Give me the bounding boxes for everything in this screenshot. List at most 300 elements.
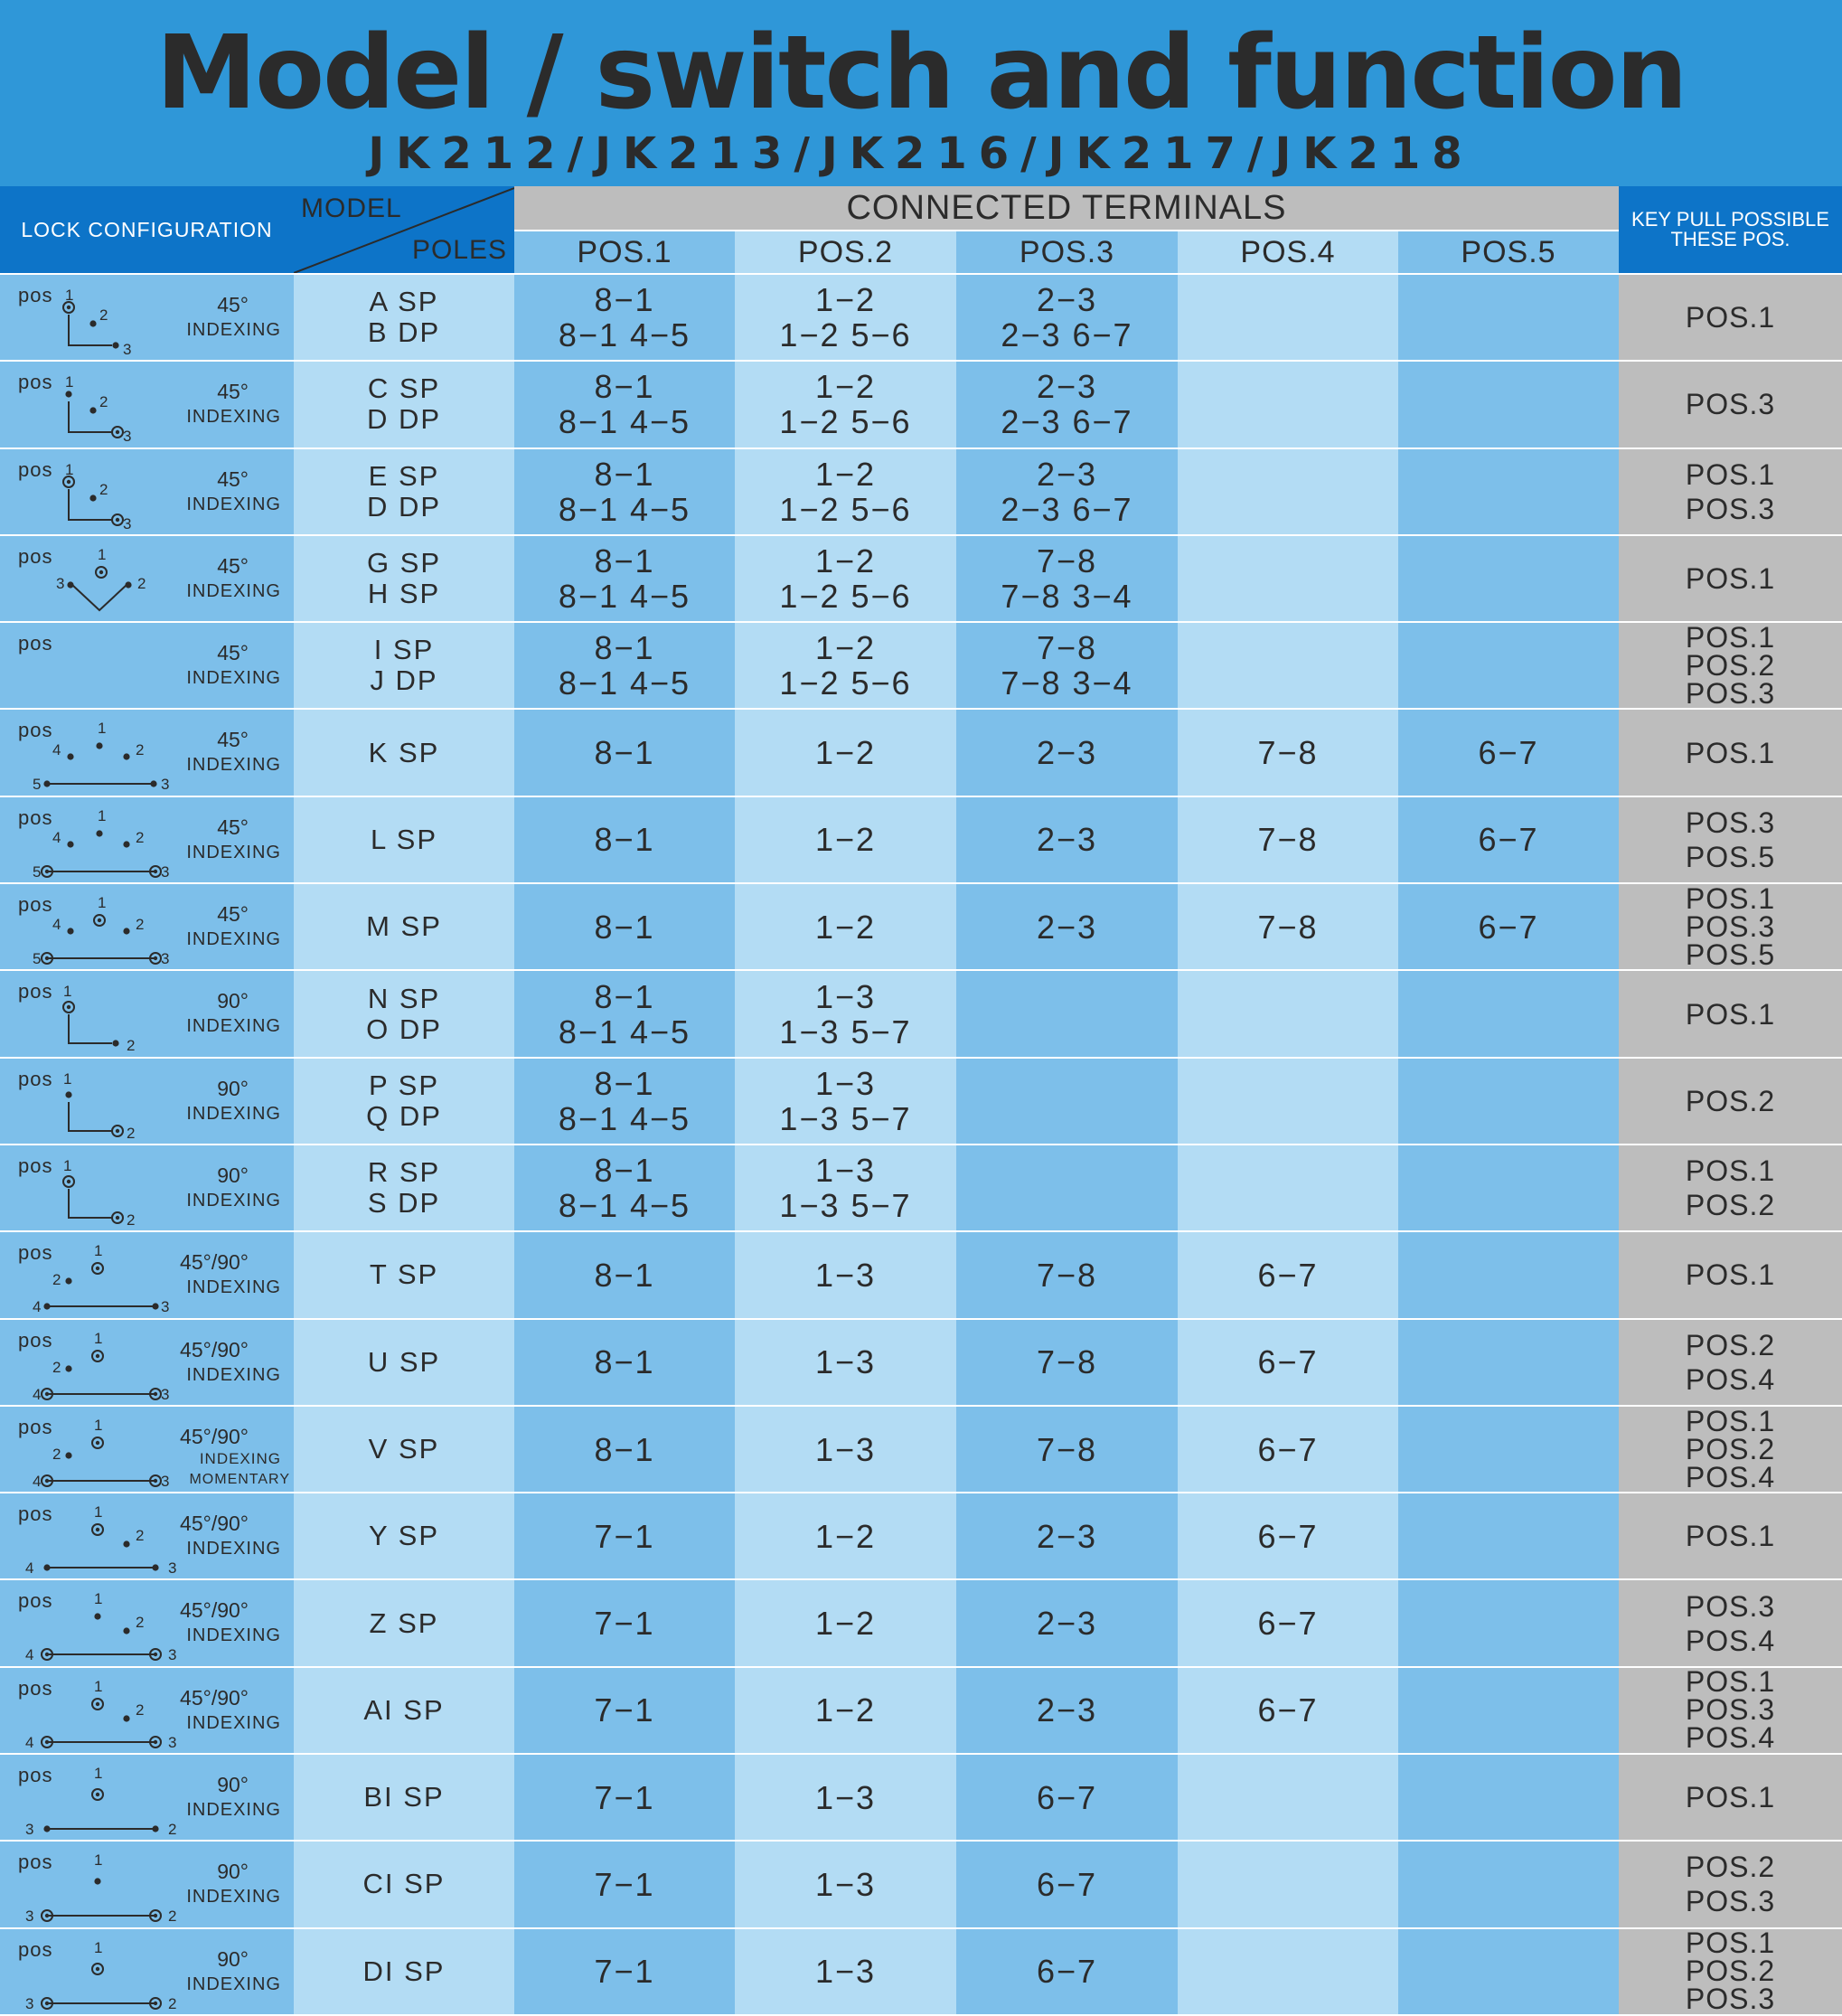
model-pole-value: CI SP — [362, 1868, 446, 1900]
pos-header-5: POS.5 — [1398, 231, 1619, 275]
pos-2-cell — [735, 623, 956, 710]
pos-2-cell — [735, 1320, 956, 1407]
key-pull-position: POS.4 — [1685, 1624, 1776, 1657]
model-poles-cell — [294, 1929, 514, 2016]
pos-1-cell — [514, 1842, 735, 1928]
terminal-connection: 7−8 — [1257, 908, 1319, 946]
page-title: Model / switch and function — [155, 14, 1687, 132]
svg-text:3: 3 — [161, 1385, 170, 1403]
svg-text:2: 2 — [52, 1358, 61, 1376]
pos-2-cell — [735, 1842, 956, 1928]
pos-1-cell — [514, 362, 735, 448]
lock-pos-label: pos — [18, 457, 53, 481]
svg-text:1: 1 — [94, 1590, 103, 1608]
terminal-connection: 7−1 — [594, 1605, 655, 1643]
indexing-angle: 45° — [217, 815, 249, 839]
pos-3-cell — [956, 1059, 1178, 1145]
pos-2-cell — [735, 1232, 956, 1319]
lock-pos-label: pos — [18, 544, 53, 568]
lock-config-cell — [0, 362, 294, 448]
terminal-connection: 8−1 — [594, 977, 655, 1015]
indexing-angle: 45°/90° — [180, 1512, 249, 1536]
pos-5-cell — [1398, 1668, 1619, 1755]
model-pole-value: I SP — [373, 634, 435, 666]
svg-text:4: 4 — [25, 1733, 34, 1751]
model-pole-value: Z SP — [369, 1606, 439, 1639]
key-pull-position: POS.2 — [1685, 648, 1776, 682]
svg-text:5: 5 — [33, 950, 42, 968]
indexing-mode: INDEXING — [186, 755, 281, 776]
key-pull-position: POS.1 — [1685, 1258, 1776, 1292]
svg-text:2: 2 — [137, 574, 146, 592]
model-poles-cell — [294, 623, 514, 710]
lock-config-header: LOCK CONFIGURATION — [0, 186, 294, 275]
indexing-angle: 45°/90° — [180, 1685, 249, 1710]
key-pull-position: POS.1 — [1685, 1667, 1776, 1699]
pos-1-cell — [514, 1232, 735, 1319]
terminal-connection: 1−3 — [814, 1953, 877, 1991]
lock-config-cell — [0, 449, 294, 536]
pos-1-cell — [514, 884, 735, 971]
pos-3-cell — [956, 623, 1178, 710]
model-poles-cell — [294, 1320, 514, 1407]
model-pole-value: AI SP — [363, 1693, 445, 1726]
terminal-connection: 6−7 — [1036, 1953, 1098, 1991]
terminal-connection: 8−1 4−5 — [558, 664, 691, 702]
key-pull-cell — [1619, 1668, 1842, 1755]
key-pull-position: POS.2 — [1685, 1851, 1776, 1884]
page-header — [0, 0, 1842, 186]
key-pull-cell — [1619, 1755, 1842, 1842]
indexing-mode: INDEXING — [186, 1539, 281, 1559]
lock-config-cell — [0, 1145, 294, 1232]
terminal-connection: 7−1 — [594, 1865, 655, 1903]
key-pull-position: POS.3 — [1685, 1885, 1776, 1918]
indexing-mode: INDEXING — [186, 1190, 281, 1211]
svg-text:2: 2 — [99, 393, 108, 411]
pos-1-cell — [514, 623, 735, 710]
terminal-connection: 7−8 — [1257, 821, 1319, 859]
key-pull-cell — [1619, 536, 1842, 623]
pos-4-cell — [1178, 1145, 1398, 1232]
lock-config-cell — [0, 275, 294, 362]
terminal-connection: 1−2 — [814, 281, 877, 319]
svg-text:1: 1 — [94, 1503, 103, 1521]
indexing-angle: 90° — [217, 1946, 249, 1971]
svg-text:2: 2 — [136, 828, 145, 846]
indexing-angle: 90° — [217, 1860, 249, 1884]
key-pull-position: POS.4 — [1685, 1721, 1776, 1755]
svg-text:4: 4 — [33, 1385, 42, 1403]
pos-4-cell — [1178, 884, 1398, 971]
pos-3-cell — [956, 1493, 1178, 1580]
pos-5-cell — [1398, 449, 1619, 536]
model-poles-cell — [294, 1755, 514, 1842]
model-pole-value: C SP — [367, 372, 441, 405]
svg-text:5: 5 — [33, 776, 42, 794]
svg-text:4: 4 — [25, 1559, 34, 1578]
svg-text:1: 1 — [63, 1069, 72, 1088]
pos-4-cell — [1178, 797, 1398, 884]
key-pull-position: POS.1 — [1685, 562, 1776, 596]
lock-pos-label: pos — [18, 1067, 53, 1090]
pos-5-cell — [1398, 710, 1619, 796]
key-pull-position: POS.1 — [1685, 1520, 1776, 1553]
svg-text:4: 4 — [52, 741, 61, 759]
terminal-connection: 7−1 — [594, 1517, 655, 1555]
terminal-connection: 8−1 — [594, 281, 655, 319]
lock-config-cell — [0, 1668, 294, 1755]
key-pull-position: POS.1 — [1685, 457, 1776, 491]
pos-2-cell — [735, 1407, 956, 1493]
terminal-connection: 2−3 6−7 — [1001, 316, 1133, 354]
model-pole-value: Q DP — [366, 1099, 442, 1132]
model-poles-cell — [294, 1145, 514, 1232]
model-poles-cell — [294, 1059, 514, 1145]
model-header: MODEL — [301, 193, 402, 223]
terminal-connection: 1−3 — [814, 977, 877, 1015]
pos-1-cell — [514, 1493, 735, 1580]
svg-text:1: 1 — [65, 287, 74, 304]
lock-pos-label: pos — [18, 284, 53, 306]
indexing-angle: 45° — [217, 466, 249, 491]
pos-3-cell — [956, 1668, 1178, 1755]
terminal-connection: 8−1 — [594, 368, 655, 406]
lock-pos-label: pos — [18, 893, 53, 917]
model-pole-value: M SP — [366, 910, 442, 943]
lock-config-cell — [0, 1320, 294, 1407]
terminal-connection: 7−8 3−4 — [1001, 578, 1133, 616]
terminal-connection: 6−7 — [1257, 1256, 1319, 1294]
svg-text:2: 2 — [136, 1700, 145, 1719]
model-pole-value: S DP — [367, 1187, 441, 1220]
indexing-mode: INDEXING — [186, 580, 281, 601]
terminal-connection: 1−2 — [814, 734, 877, 772]
terminal-connection: 6−7 — [1257, 1605, 1319, 1643]
key-pull-position: POS.1 — [1685, 884, 1776, 915]
terminal-connection: 1−2 — [814, 368, 877, 406]
svg-text:2: 2 — [168, 1821, 177, 1839]
svg-text:1: 1 — [94, 1677, 103, 1695]
pos-1-cell — [514, 1320, 735, 1407]
model-poles-cell — [294, 362, 514, 448]
model-pole-value: D DP — [366, 490, 442, 523]
terminal-connection: 6−7 — [1478, 734, 1539, 772]
pos-4-cell — [1178, 1493, 1398, 1580]
svg-text:1: 1 — [98, 720, 107, 738]
model-poles-cell — [294, 1668, 514, 1755]
svg-text:3: 3 — [56, 574, 65, 592]
pos-3-cell — [956, 1580, 1178, 1667]
pos-3-cell — [956, 1842, 1178, 1928]
pos-4-cell — [1178, 1320, 1398, 1407]
indexing-angle: 45° — [217, 902, 249, 927]
model-pole-value: D DP — [366, 403, 442, 436]
pos-5-cell — [1398, 1407, 1619, 1493]
pos-4-cell — [1178, 1580, 1398, 1667]
lock-config-cell — [0, 1059, 294, 1145]
model-pole-value: L SP — [370, 823, 438, 855]
lock-config-cell — [0, 1580, 294, 1667]
model-pole-value: R SP — [367, 1156, 441, 1189]
terminal-connection: 6−7 — [1257, 1691, 1319, 1729]
svg-text:3: 3 — [161, 950, 170, 968]
pos-5-cell — [1398, 1842, 1619, 1928]
terminal-connection: 1−3 5−7 — [779, 1187, 912, 1225]
terminal-connection: 1−2 — [814, 908, 877, 946]
terminal-connection: 1−3 — [814, 1152, 877, 1190]
terminal-connection: 2−3 — [1036, 1517, 1098, 1555]
model-list: JK212/JK213/JK216/JK217/JK218 — [368, 128, 1474, 179]
terminal-connection: 2−3 — [1036, 734, 1098, 772]
terminal-connection: 2−3 — [1036, 1691, 1098, 1729]
terminal-connection: 6−7 — [1257, 1517, 1319, 1555]
terminal-connection: 1−3 5−7 — [779, 1099, 912, 1137]
key-pull-position: POS.1 — [1685, 1154, 1776, 1188]
pos-1-cell — [514, 1407, 735, 1493]
svg-text:2: 2 — [136, 916, 145, 934]
terminal-connection: 6−7 — [1036, 1778, 1098, 1816]
pos-5-cell — [1398, 1580, 1619, 1667]
terminal-connection: 7−8 — [1036, 542, 1098, 580]
lock-pos-label: pos — [18, 1937, 53, 1961]
pos-2-cell — [735, 536, 956, 623]
model-pole-value: T SP — [369, 1258, 439, 1291]
key-pull-cell — [1619, 623, 1842, 710]
indexing-mode: INDEXING — [186, 407, 281, 428]
pos-2-cell — [735, 449, 956, 536]
pos-2-cell — [735, 797, 956, 884]
pos-header-4: POS.4 — [1178, 231, 1398, 275]
lock-pos-label: pos — [18, 719, 53, 742]
terminal-connection: 8−1 4−5 — [558, 490, 691, 528]
poles-header: POLES — [411, 235, 507, 265]
indexing-mode: INDEXING — [186, 1712, 281, 1733]
key-pull-position: POS.3 — [1685, 1589, 1776, 1623]
model-pole-value: G SP — [366, 547, 442, 579]
model-pole-value: A SP — [369, 286, 439, 318]
pos-2-cell — [735, 362, 956, 448]
terminal-connection: 1−3 — [814, 1865, 877, 1903]
key-pull-position: POS.5 — [1685, 937, 1776, 971]
pos-5-cell — [1398, 275, 1619, 362]
lock-pos-label: pos — [18, 1328, 53, 1352]
terminal-connection: 8−1 — [594, 1343, 655, 1381]
pos-3-cell — [956, 275, 1178, 362]
terminal-connection: 7−1 — [594, 1778, 655, 1816]
svg-text:3: 3 — [161, 1298, 170, 1316]
terminal-connection: 8−1 4−5 — [558, 578, 691, 616]
pos-1-cell — [514, 797, 735, 884]
indexing-angle: 90° — [217, 1163, 249, 1187]
lock-pos-label: pos — [18, 1154, 53, 1177]
indexing-angle: 45° — [217, 728, 249, 752]
svg-text:1: 1 — [94, 1765, 103, 1783]
indexing-angle: 90° — [217, 989, 249, 1013]
terminal-connection: 7−8 — [1036, 1343, 1098, 1381]
key-pull-cell — [1619, 971, 1842, 1058]
pos-5-cell — [1398, 797, 1619, 884]
lock-config-cell — [0, 1493, 294, 1580]
indexing-mode: INDEXING — [186, 494, 281, 514]
terminal-connection: 2−3 — [1036, 1605, 1098, 1643]
key-pull-position: POS.4 — [1685, 1362, 1776, 1396]
model-poles-cell — [294, 1232, 514, 1319]
svg-text:3: 3 — [168, 1559, 177, 1578]
terminal-connection: 7−1 — [594, 1691, 655, 1729]
terminal-connection: 1−2 5−6 — [779, 578, 912, 616]
terminal-connection: 1−3 — [814, 1778, 877, 1816]
pos-3-cell — [956, 1929, 1178, 2016]
terminal-connection: 1−3 — [814, 1064, 877, 1102]
terminal-connection: 6−7 — [1036, 1865, 1098, 1903]
indexing-mode: INDEXING — [186, 1103, 281, 1124]
lock-config-cell — [0, 971, 294, 1058]
svg-text:3: 3 — [123, 428, 132, 446]
svg-text:2: 2 — [99, 306, 108, 324]
indexing-mode: INDEXING — [186, 1016, 281, 1037]
pos-1-cell — [514, 449, 735, 536]
indexing-angle: 45° — [217, 641, 249, 665]
lock-config-cell — [0, 710, 294, 796]
pos-1-cell — [514, 1145, 735, 1232]
pos-1-cell — [514, 536, 735, 623]
model-poles-cell — [294, 536, 514, 623]
pos-2-cell — [735, 1493, 956, 1580]
svg-text:2: 2 — [136, 1527, 145, 1545]
terminal-connection: 1−2 — [814, 1605, 877, 1643]
pos-1-cell — [514, 275, 735, 362]
key-pull-header: KEY PULL POSSIBLE THESE POS. — [1619, 186, 1842, 275]
pos-4-cell — [1178, 1929, 1398, 2016]
svg-text:3: 3 — [25, 1908, 34, 1926]
lock-pos-label: pos — [18, 1415, 53, 1438]
terminal-connection: 2−3 — [1036, 455, 1098, 493]
terminal-connection: 2−3 — [1036, 821, 1098, 859]
key-pull-position: POS.4 — [1685, 1460, 1776, 1493]
terminal-connection: 1−2 — [814, 629, 877, 667]
key-pull-position: POS.1 — [1685, 1406, 1776, 1437]
key-pull-position: POS.2 — [1685, 1432, 1776, 1465]
model-poles-cell — [294, 275, 514, 362]
svg-text:2: 2 — [127, 1037, 136, 1055]
terminal-connection: 7−8 — [1036, 629, 1098, 667]
key-pull-position: POS.2 — [1685, 1955, 1776, 1988]
indexing-mode: INDEXING — [186, 929, 281, 950]
svg-text:5: 5 — [33, 862, 42, 881]
terminal-connection: 8−1 — [594, 1430, 655, 1468]
key-pull-cell — [1619, 884, 1842, 971]
svg-text:2: 2 — [136, 1614, 145, 1632]
indexing-mode: INDEXING — [186, 320, 281, 340]
pos-5-cell — [1398, 971, 1619, 1058]
terminal-connection: 1−2 5−6 — [779, 316, 912, 354]
key-pull-cell — [1619, 1059, 1842, 1145]
pos-3-cell — [956, 1145, 1178, 1232]
lock-pos-label: pos — [18, 805, 53, 829]
key-pull-cell — [1619, 1232, 1842, 1319]
key-pull-position: POS.2 — [1685, 1328, 1776, 1361]
connected-terminals-header: CONNECTED TERMINALS — [514, 186, 1619, 231]
switch-function-table — [0, 186, 1842, 2016]
terminal-connection: 1−2 5−6 — [779, 403, 912, 441]
pos-1-cell — [514, 1580, 735, 1667]
svg-text:2: 2 — [127, 1124, 136, 1142]
model-poles-cell — [294, 1407, 514, 1493]
terminal-connection: 8−1 — [594, 455, 655, 493]
lock-config-cell — [0, 884, 294, 971]
svg-text:1: 1 — [94, 1851, 103, 1870]
lock-pos-label: pos — [18, 632, 53, 655]
terminal-connection: 7−1 — [594, 1953, 655, 1991]
model-poles-cell — [294, 449, 514, 536]
svg-text:4: 4 — [33, 1298, 42, 1316]
model-pole-value: V SP — [368, 1433, 440, 1465]
key-pull-cell — [1619, 1320, 1842, 1407]
lock-pos-label: pos — [18, 1589, 53, 1613]
key-pull-position: POS.3 — [1685, 388, 1776, 421]
key-pull-cell — [1619, 1580, 1842, 1667]
terminal-connection: 1−2 5−6 — [779, 490, 912, 528]
pos-5-cell — [1398, 362, 1619, 448]
key-pull-position: POS.2 — [1685, 1189, 1776, 1222]
pos-header-2: POS.2 — [735, 231, 956, 275]
model-poles-cell — [294, 1580, 514, 1667]
svg-text:2: 2 — [168, 1994, 177, 2012]
lock-pos-label: pos — [18, 1764, 53, 1787]
pos-2-cell — [735, 1755, 956, 1842]
model-pole-value: B DP — [367, 316, 441, 349]
terminal-connection: 1−3 — [814, 1430, 877, 1468]
svg-text:4: 4 — [25, 1646, 34, 1664]
pos-header-1: POS.1 — [514, 231, 735, 275]
terminal-connection: 1−2 — [814, 542, 877, 580]
terminal-connection: 1−3 — [814, 1343, 877, 1381]
pos-4-cell — [1178, 449, 1398, 536]
pos-5-cell — [1398, 1320, 1619, 1407]
model-poles-header — [294, 186, 514, 275]
indexing-angle: 45°/90° — [180, 1250, 249, 1275]
indexing-mode-secondary: MOMENTARY — [189, 1471, 290, 1487]
pos-4-cell — [1178, 275, 1398, 362]
terminal-connection: 2−3 — [1036, 281, 1098, 319]
terminal-connection: 1−2 — [814, 821, 877, 859]
pos-4-cell — [1178, 623, 1398, 710]
key-pull-position: POS.3 — [1685, 909, 1776, 943]
terminal-connection: 1−2 — [814, 1517, 877, 1555]
terminal-connection: 8−1 — [594, 1152, 655, 1190]
terminal-connection: 6−7 — [1478, 908, 1539, 946]
pos-4-cell — [1178, 1755, 1398, 1842]
model-poles-cell — [294, 971, 514, 1058]
terminal-connection: 7−8 — [1036, 1256, 1098, 1294]
svg-text:3: 3 — [123, 514, 132, 532]
terminal-connection: 8−1 — [594, 1064, 655, 1102]
indexing-mode: INDEXING — [186, 668, 281, 689]
terminal-connection: 2−3 6−7 — [1001, 403, 1133, 441]
model-pole-value: J DP — [370, 664, 438, 697]
terminal-connection: 2−3 6−7 — [1001, 490, 1133, 528]
pos-3-cell — [956, 362, 1178, 448]
key-pull-cell — [1619, 275, 1842, 362]
svg-text:2: 2 — [127, 1211, 136, 1229]
terminal-connection: 1−3 — [814, 1256, 877, 1294]
pos-4-cell — [1178, 1407, 1398, 1493]
terminal-connection: 8−1 — [594, 734, 655, 772]
indexing-mode: INDEXING — [186, 1364, 281, 1385]
model-poles-cell — [294, 797, 514, 884]
svg-text:2: 2 — [99, 480, 108, 498]
